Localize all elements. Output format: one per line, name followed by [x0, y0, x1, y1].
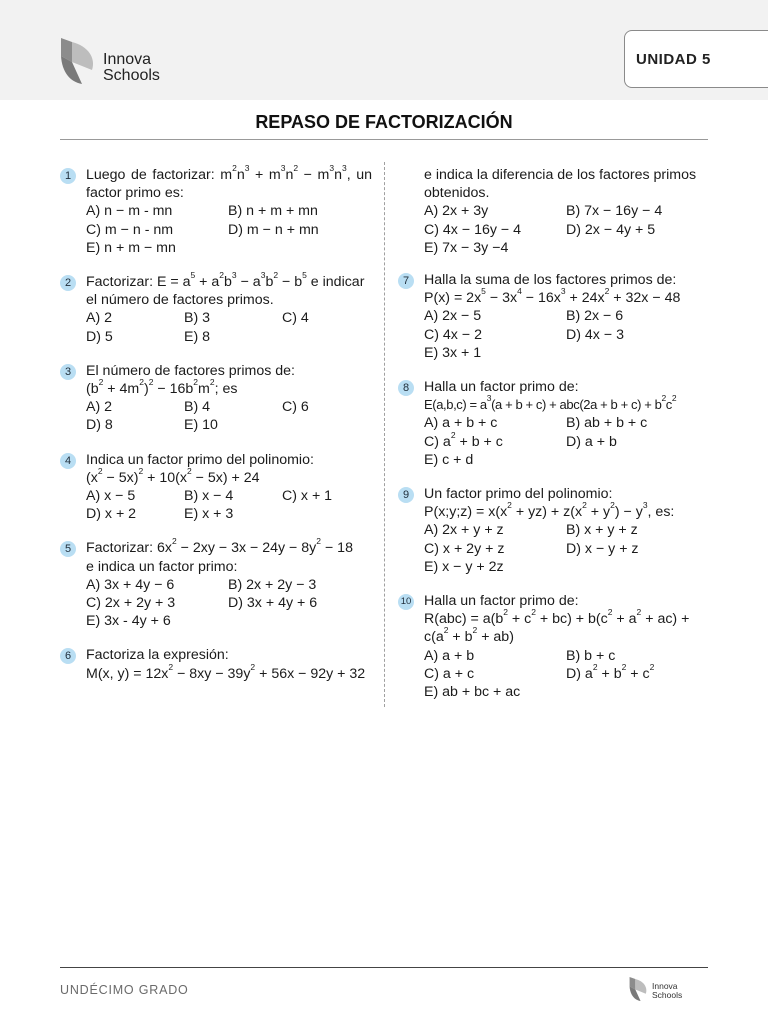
option: D) 4x − 3	[566, 326, 624, 343]
question-8	[398, 378, 713, 469]
unit-box	[624, 30, 768, 88]
options	[86, 202, 372, 257]
options	[86, 576, 372, 631]
option: D) 5	[86, 328, 113, 345]
question-6	[60, 646, 372, 682]
question-number: 5	[60, 541, 76, 557]
logo-line-1: Innova	[103, 51, 152, 68]
option: E) x − y + 2z	[424, 558, 504, 575]
question-6-continued	[398, 166, 713, 257]
option: B) 2x − 6	[566, 308, 624, 325]
option: E) c + d	[424, 451, 474, 468]
options	[424, 307, 713, 362]
question-number: 8	[398, 380, 414, 396]
question-expression: M(x, $y) = 12x^2 - 8xy - 39y^2 + 56x - 92y + 32$	[86, 661, 366, 682]
option: D) x + 2	[86, 506, 137, 523]
page-title: REPASO DE FACTORIZACIÓN	[255, 112, 513, 132]
options	[86, 487, 372, 523]
footer-grade: UNDÉCIMO GRADO	[60, 983, 189, 997]
innova-schools-logo	[58, 36, 178, 88]
options	[424, 202, 713, 257]
question-text: Factoriza la expresión:	[86, 647, 229, 664]
option: B) x + y + z	[566, 522, 638, 539]
question-text-2: e indica un factor primo:	[86, 558, 238, 575]
option: D) 3x + 4y + 6	[228, 595, 318, 612]
question-text: Factorizar: $E = a^5 + a^2b^3 - a^3b^2 - b^5$ e indicar el número de factores primos.	[86, 270, 365, 309]
option: C) a + c	[424, 665, 475, 682]
question-number: 3	[60, 364, 76, 380]
page-header	[0, 0, 768, 100]
option: E) ab + bc + ac	[424, 684, 521, 701]
option: B) b + c	[566, 647, 616, 664]
option: B) ab + b + c	[566, 415, 648, 432]
question-expression: $R(abc) = a(b^2 + c^2 + bc) + b(c^2 + a^2 + ac) + c(a^2 + b^2 + ab)$	[424, 607, 690, 646]
question-expression: P(x;y;z) = $x(x^2 + yz) + z(x^2 + y^2) - y^3$, es:	[424, 500, 675, 521]
question-1	[60, 163, 372, 257]
option: B) x − 4	[184, 488, 234, 505]
question-text-2: e indica la diferencia de los factores primos obtenidos.	[424, 167, 697, 202]
footer-logo-text	[652, 982, 682, 1000]
option: E) n + m − mn	[86, 239, 176, 256]
footer-logo-line-2: Schools	[652, 990, 683, 1000]
option: B) 4	[184, 399, 211, 416]
option: C) m − n - nm	[86, 221, 174, 238]
question-text: Un factor primo del polinomio:	[424, 486, 613, 503]
question-text: El número de factores primos de:	[86, 362, 295, 379]
question-text: Indica un factor primo del polinomio:	[86, 451, 314, 468]
question-9	[398, 485, 713, 576]
question-4	[60, 451, 372, 524]
innova-logo-icon	[58, 36, 100, 86]
unit-label: UNIDAD 5	[636, 51, 711, 68]
option: A) x − 5	[86, 488, 136, 505]
question-text: Halla la suma de los factores primos de:	[424, 272, 677, 289]
option: C) 4x − 16y − 4	[424, 221, 521, 238]
question-10	[398, 592, 713, 701]
option: C) x + 2y + z	[424, 540, 505, 557]
option: E) 7x − 3y −4	[424, 239, 509, 256]
option: A) n − m - mn	[86, 203, 173, 220]
question-expression: $E(a,b,c) = a^3(a + b + c) + abc(2a + b + c) + b^2c^2$	[424, 393, 677, 413]
question-3	[60, 362, 372, 435]
option: C) 2x + 2y + 3	[86, 595, 176, 612]
question-text: Halla un factor primo de:	[424, 379, 579, 396]
option: A) 2	[86, 399, 113, 416]
question-number: 6	[60, 648, 76, 664]
option: D) 8	[86, 417, 113, 434]
options	[86, 309, 372, 345]
footer-logo	[628, 975, 698, 1005]
option: B) 2x + 2y − 3	[228, 576, 317, 593]
option: B) 3	[184, 310, 211, 327]
question-5	[60, 536, 372, 630]
question-number: 1	[60, 168, 76, 184]
question-number: 4	[60, 453, 76, 469]
option: E) x + 3	[184, 506, 234, 523]
option: A) 2x − 5	[424, 308, 482, 325]
option: E) 3x + 1	[424, 344, 482, 361]
option: A) a + b	[424, 647, 475, 664]
option: A) 3x + 4y − 6	[86, 576, 175, 593]
options	[424, 647, 713, 702]
left-column	[60, 163, 372, 699]
option: D) x − y + z	[566, 540, 639, 557]
logo-text	[103, 52, 160, 84]
question-number: 2	[60, 275, 76, 291]
option: A) 2x + 3y	[424, 203, 489, 220]
option: D) 2x − 4y + 5	[566, 221, 656, 238]
option: D) a + b	[566, 433, 617, 450]
right-column	[398, 166, 713, 717]
question-2	[60, 270, 372, 346]
footer-logo-line-1: Innova	[652, 981, 678, 991]
option: C) 4	[282, 310, 309, 327]
option: A) 2x + y + z	[424, 522, 504, 539]
question-number: 7	[398, 273, 414, 289]
option: C) 6	[282, 399, 309, 416]
question-number: 9	[398, 487, 414, 503]
question-text: Luego de factorizar: $m^2n^3 + m^3n^2 - m^3n^3$, un factor primo es:	[86, 163, 372, 202]
option: B) n + m + mn	[228, 203, 318, 220]
options	[86, 398, 372, 434]
option: A) a + b + c	[424, 415, 498, 432]
logo-line-2: Schools	[103, 67, 160, 84]
question-text: Halla un factor primo de:	[424, 593, 579, 610]
option: D) $a^2 + b^2 + c^2$	[566, 661, 655, 682]
option: E) 10	[184, 417, 218, 434]
option: C) x + 1	[282, 488, 333, 505]
question-expression: $(b^2 + 4m^2)^2 - 16b^2m^2$; es	[86, 377, 238, 398]
footer-divider	[60, 967, 708, 968]
option: C) $a^2 + b + c$	[424, 429, 503, 450]
option: D) m − n + mn	[228, 221, 319, 238]
question-number: 10	[398, 594, 414, 610]
option: C) 4x − 2	[424, 326, 482, 343]
innova-logo-icon	[628, 975, 650, 1003]
question-7	[398, 271, 713, 362]
option: E) 3x - 4y + 6	[86, 613, 171, 630]
question-expression: $(x^2 - 5x)^2 + 10(x^2 - 5x) + 24$	[86, 465, 260, 486]
column-divider	[384, 162, 385, 707]
option: B) 7x − 16y − 4	[566, 203, 663, 220]
question-expression: $P(x) = 2x^5 - 3x^4 - 16x^3 + 24x^2 + 32x - 48$	[424, 286, 681, 307]
options	[424, 521, 713, 576]
option: A) 2	[86, 310, 113, 327]
option: E) 8	[184, 328, 211, 345]
question-text: Factorizar: $6x^2 - 2xy - 3x - 24y - 8y^2 - 18$	[86, 536, 353, 557]
options	[424, 414, 713, 469]
title-divider	[60, 139, 708, 140]
